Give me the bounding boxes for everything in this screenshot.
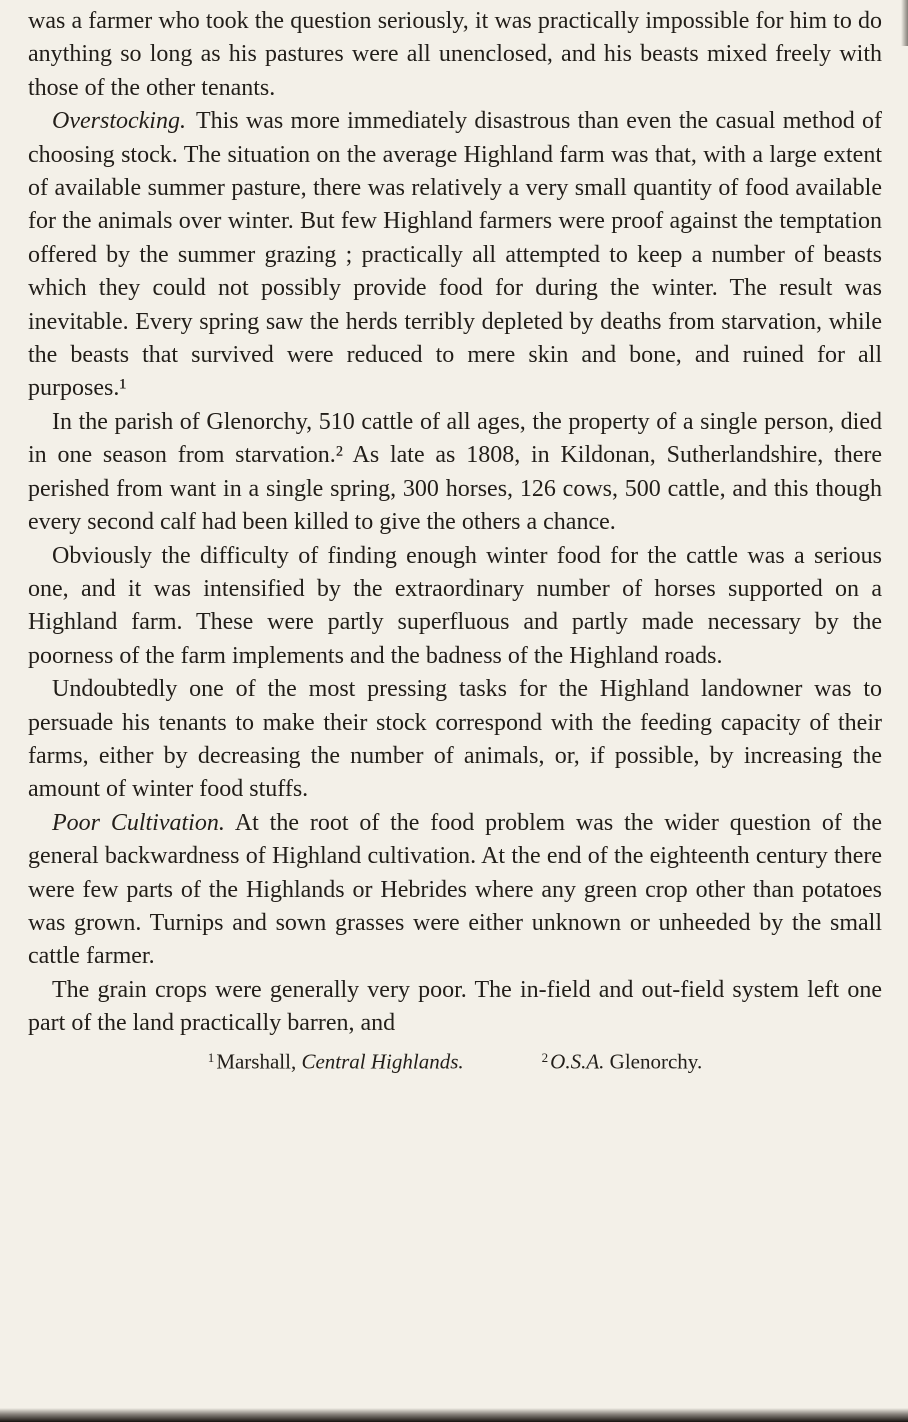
- paragraph-landowner-tasks: [28, 673, 882, 807]
- scan-edge-corner: [901, 0, 908, 46]
- footnote-italic: Central Highlands.: [301, 1049, 464, 1074]
- body-text: [28, 5, 882, 1041]
- paragraph-continuation: [28, 5, 882, 105]
- footnotes: [28, 1043, 882, 1077]
- footnote-marker: 2: [541, 1049, 549, 1065]
- scan-edge-bottom: [0, 1408, 908, 1422]
- paragraph-grain-crops: [28, 974, 882, 1041]
- paragraph-text: In the parish of Glenorchy, 510 cattle of all ages, the property of a single person, died in one season from starvation.² As late as 1808, in Kildonan, Sutherlandshire, there perished from want in a single spring, 300 horses, 126 cows, 500 cattle, and this though every second calf had been killed to give the others a chance.: [28, 408, 882, 536]
- paragraph-winter-food: [28, 540, 882, 674]
- paragraph-text: The grain crops were generally very poor. The in-field and out-field system left one part of the land practically barren, and: [28, 976, 882, 1037]
- paragraph-lead: Poor Cultivation.: [52, 809, 225, 836]
- footnote-italic: O.S.A.: [550, 1049, 605, 1074]
- footnote-text: Marshall,: [216, 1049, 302, 1074]
- footnote-text: Glenorchy.: [604, 1049, 703, 1074]
- paragraph-overstocking: [28, 105, 882, 406]
- paragraph-text: Undoubtedly one of the most pressing tasks for the Highland landowner was to persuade his tenants to make their stock correspond with the feeding capacity of their farms, either by decreasing the number of animals, or, if possible, by increasing the amount of winter food stuffs.: [28, 676, 882, 803]
- paragraph-lead: Overstocking.: [52, 108, 186, 135]
- paragraph-text: was a farmer who took the question seriously, it was practically impossible for him to do anything so long as his pastures were all unenclosed, and his beasts mixed freely with those of the other tenants.: [28, 8, 882, 101]
- footnote-2: [542, 1043, 703, 1077]
- paragraph-glenorchy: [28, 406, 882, 540]
- footnote-marker: 1: [207, 1049, 215, 1065]
- paragraph-text: Obviously the difficulty of finding enough winter food for the cattle was a serious one, and it was intensified by the extraordinary number of horses supported on a Highland farm. These were partly superfluous and partly made necessary by the poorness of the farm implements and the badness of the Highland roads.: [28, 542, 882, 669]
- paragraph-text: At the root of the food problem was the wider question of the general backwardness of Highland cultivation. At the end of the eighteenth century there were few parts of the Highlands or Hebrides where any green crop other than potatoes was grown. Turnips and sown grasses were either unknown or unheeded by the small cattle farmer.: [28, 809, 883, 970]
- paragraph-poor-cultivation: [28, 807, 882, 974]
- paragraph-text: This was more immediately disastrous than even the casual method of choosing stock. The situation on the average Highland farm was that, with a large extent of available summer pasture, there was relatively a very small quantity of food available for the animals over winter. But few Highland farmers were proof against the temptation offered by the summer grazing ; practically all attempted to keep a number of beasts which they could not possibly provide food for during the winter. The result was inevitable. Every spring saw the herds terribly depleted by deaths from starvation, while the beasts that survived were reduced to mere skin and bone, and ruined for all purposes.¹: [28, 108, 882, 402]
- footnote-1: [208, 1043, 464, 1077]
